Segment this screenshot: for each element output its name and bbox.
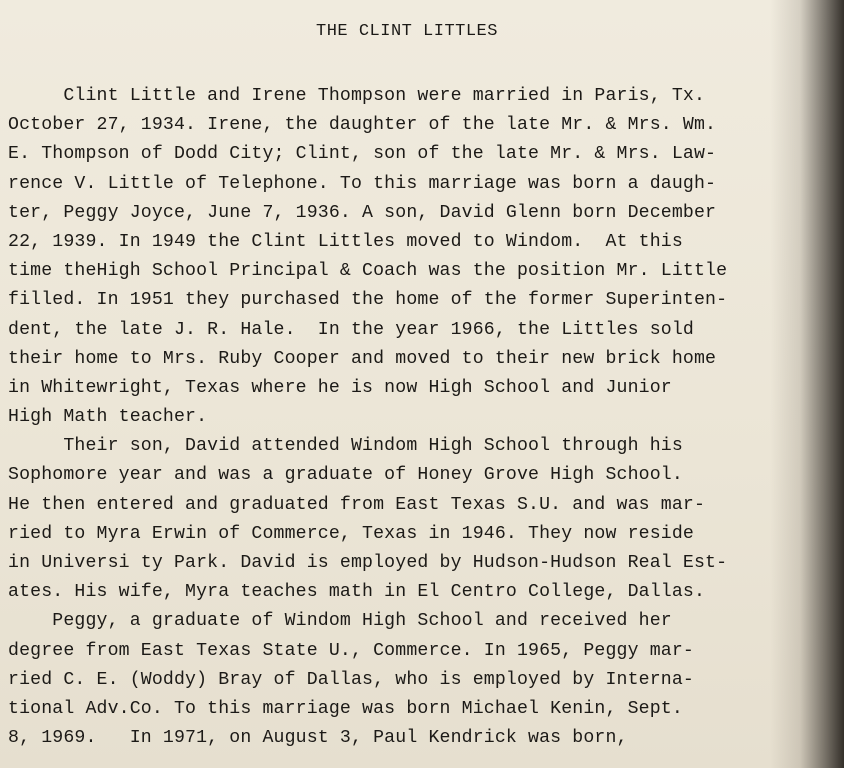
- text-line: time theHigh School Principal & Coach was the position Mr. Little: [8, 261, 728, 282]
- text-line: dent, the late J. R. Hale. In the year 1966, the Littles sold: [8, 319, 694, 340]
- text-line: ter, Peggy Joyce, June 7, 1936. A son, David Glenn born December: [8, 202, 717, 223]
- text-line: Their son, David attended Windom High School through his: [8, 436, 683, 457]
- text-line: 8, 1969. In 1971, on August 3, Paul Kendrick was born,: [8, 728, 628, 749]
- body-text: [8, 82, 844, 753]
- text-line: Sophomore year and was a graduate of Honey Grove High School.: [8, 465, 683, 486]
- text-line: Peggy, a graduate of Windom High School and received her: [8, 611, 672, 632]
- text-line: degree from East Texas State U., Commerce. In 1965, Peggy mar-: [8, 640, 694, 661]
- text-line: October 27, 1934. Irene, the daughter of the late Mr. & Mrs. Wm.: [8, 115, 717, 136]
- text-line: 22, 1939. In 1949 the Clint Littles moved to Windom. At this: [8, 231, 683, 252]
- text-line: ried C. E. (Woddy) Bray of Dallas, who is employed by Interna-: [8, 669, 694, 690]
- text-line: in Universi ty Park. David is employed by Hudson-Hudson Real Est-: [8, 553, 728, 573]
- page-title: THE CLINT LITTLES: [316, 22, 498, 41]
- text-line: He then entered and graduated from East Texas S.U. and was mar-: [8, 494, 706, 515]
- text-line: E. Thompson of Dodd City; Clint, son of the late Mr. & Mrs. Law-: [8, 144, 717, 165]
- text-line: in Whitewright, Texas where he is now High School and Junior: [8, 377, 672, 398]
- text-line: ried to Myra Erwin of Commerce, Texas in 1946. They now reside: [8, 523, 694, 544]
- text-line: their home to Mrs. Ruby Cooper and moved to their new brick home: [8, 348, 717, 369]
- text-line: ates. His wife, Myra teaches math in El Centro College, Dallas.: [8, 582, 706, 603]
- text-line: rence V. Little of Telephone. To this marriage was born a daugh-: [8, 173, 717, 194]
- text-line: High Math teacher.: [8, 407, 208, 428]
- text-line: filled. In 1951 they purchased the home of the former Superinten-: [8, 290, 728, 311]
- text-line: Clint Little and Irene Thompson were married in Paris, Tx.: [8, 86, 706, 106]
- text-line: tional Adv.Co. To this marriage was born Michael Kenin, Sept.: [8, 698, 683, 719]
